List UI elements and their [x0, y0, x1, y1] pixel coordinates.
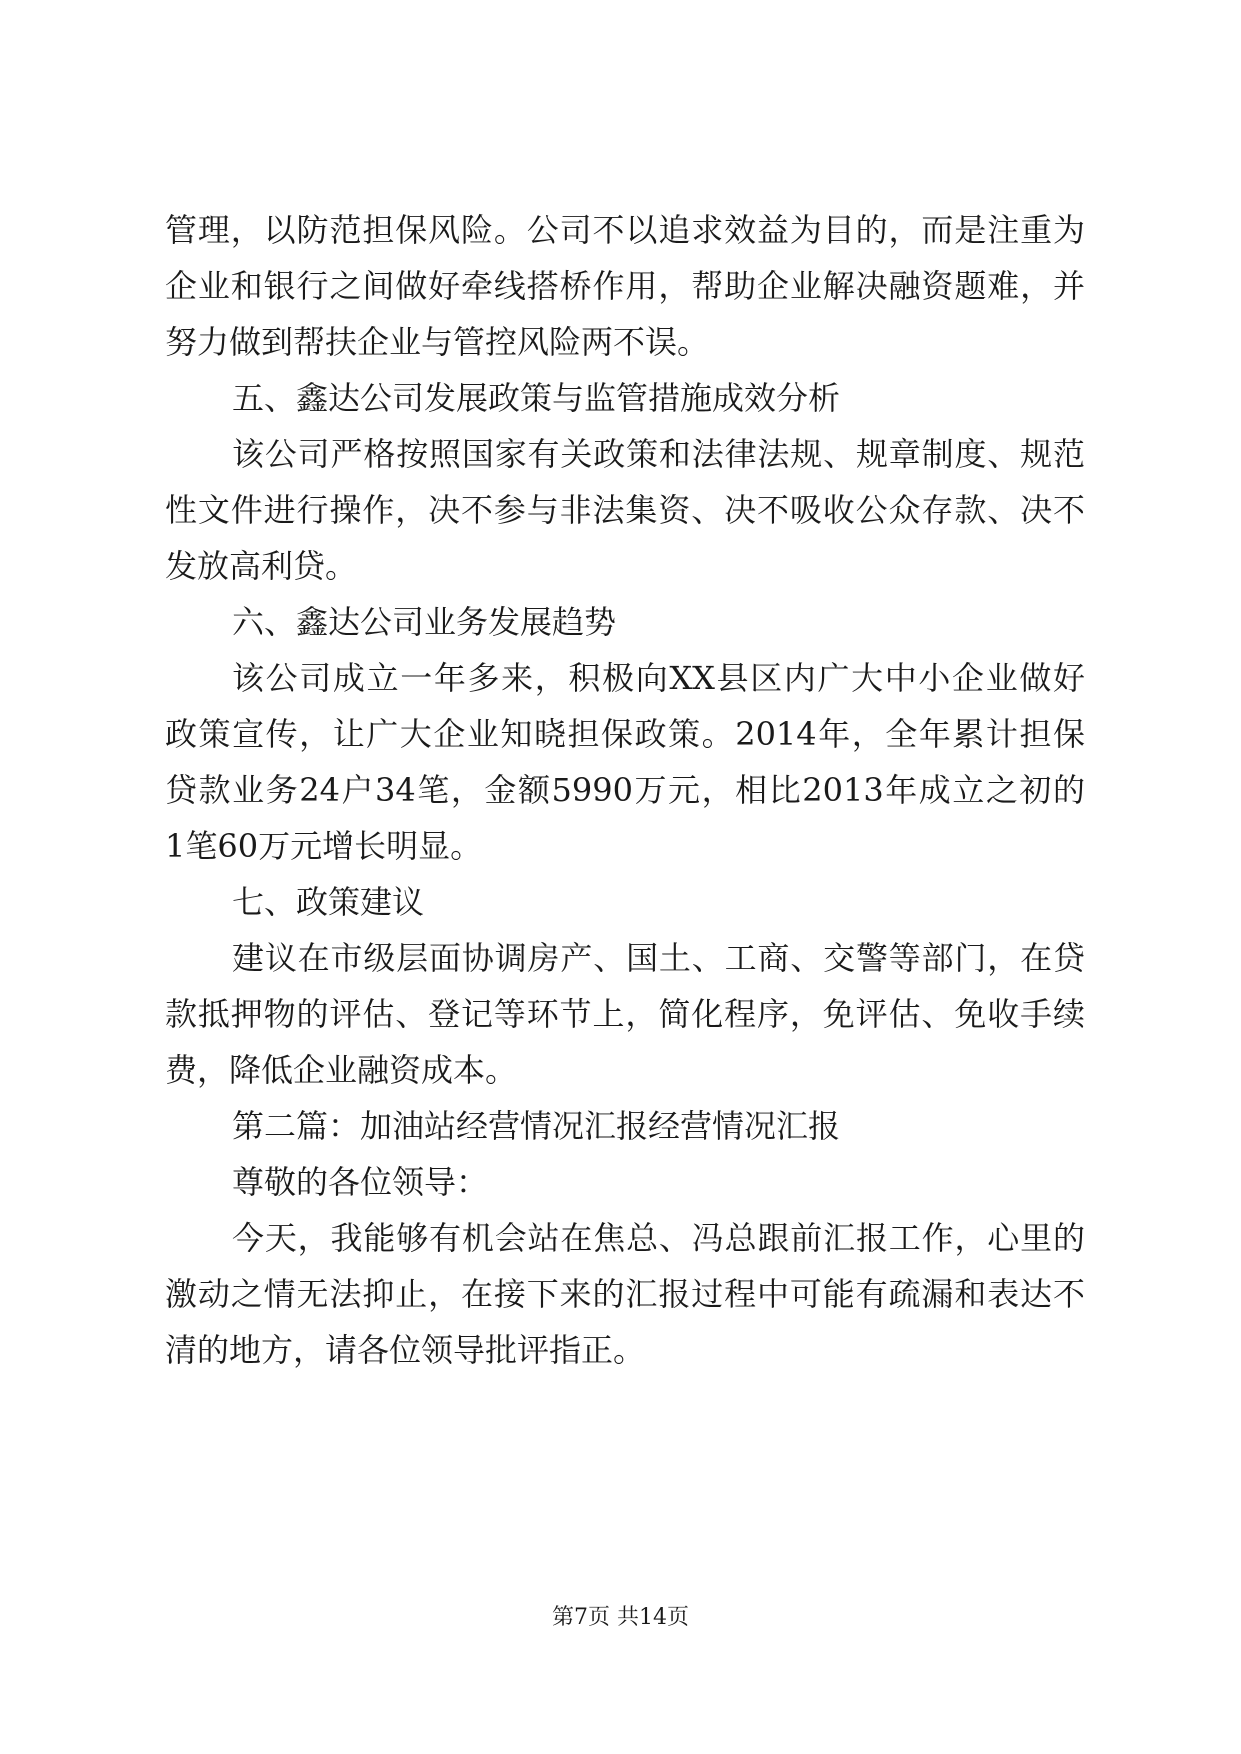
- text-line: 清的地方，请各位领导批评指正。: [165, 1331, 646, 1369]
- text-line: 今天，我能够有机会站在焦总、冯总跟前汇报工作，心里的: [232, 1219, 1085, 1257]
- section-heading: 六、鑫达公司业务发展趋势: [232, 603, 617, 641]
- text-line: 建议在市级层面协调房产、国土、工商、交警等部门，在贷: [232, 939, 1085, 977]
- text-line: 政策宣传，让广大企业知晓担保政策。2014年，全年累计担保: [165, 715, 1085, 753]
- text-line: 发放高利贷。: [165, 547, 358, 585]
- salutation: 尊敬的各位领导：: [232, 1163, 489, 1201]
- text-line: 性文件进行操作，决不参与非法集资、决不吸收公众存款、决不: [165, 491, 1085, 529]
- text-line: 该公司成立一年多来，积极向XX县区内广大中小企业做好: [232, 659, 1085, 697]
- text-line: 该公司严格按照国家有关政策和法律法规、规章制度、规范: [232, 435, 1085, 473]
- text-line: 管理，以防范担保风险。公司不以追求效益为目的，而是注重为: [165, 211, 1085, 249]
- page-footer: 第7页 共14页: [552, 1605, 689, 1630]
- text-line: 款抵押物的评估、登记等环节上，简化程序，免评估、免收手续: [165, 995, 1085, 1033]
- section-heading: 第二篇：加油站经营情况汇报经营情况汇报: [232, 1107, 841, 1145]
- text-line: 费，降低企业融资成本。: [165, 1051, 518, 1089]
- text-line: 努力做到帮扶企业与管控风险两不误。: [165, 323, 710, 361]
- section-heading: 五、鑫达公司发展政策与监管措施成效分析: [232, 379, 841, 417]
- text-line: 1笔60万元增长明显。: [165, 827, 483, 865]
- text-line: 激动之情无法抑止，在接下来的汇报过程中可能有疏漏和表达不: [165, 1275, 1085, 1313]
- text-line: 贷款业务24户34笔，金额5990万元，相比2013年成立之初的: [165, 771, 1085, 809]
- section-heading: 七、政策建议: [232, 883, 425, 921]
- text-line: 企业和银行之间做好牵线搭桥作用，帮助企业解决融资题难，并: [165, 267, 1085, 305]
